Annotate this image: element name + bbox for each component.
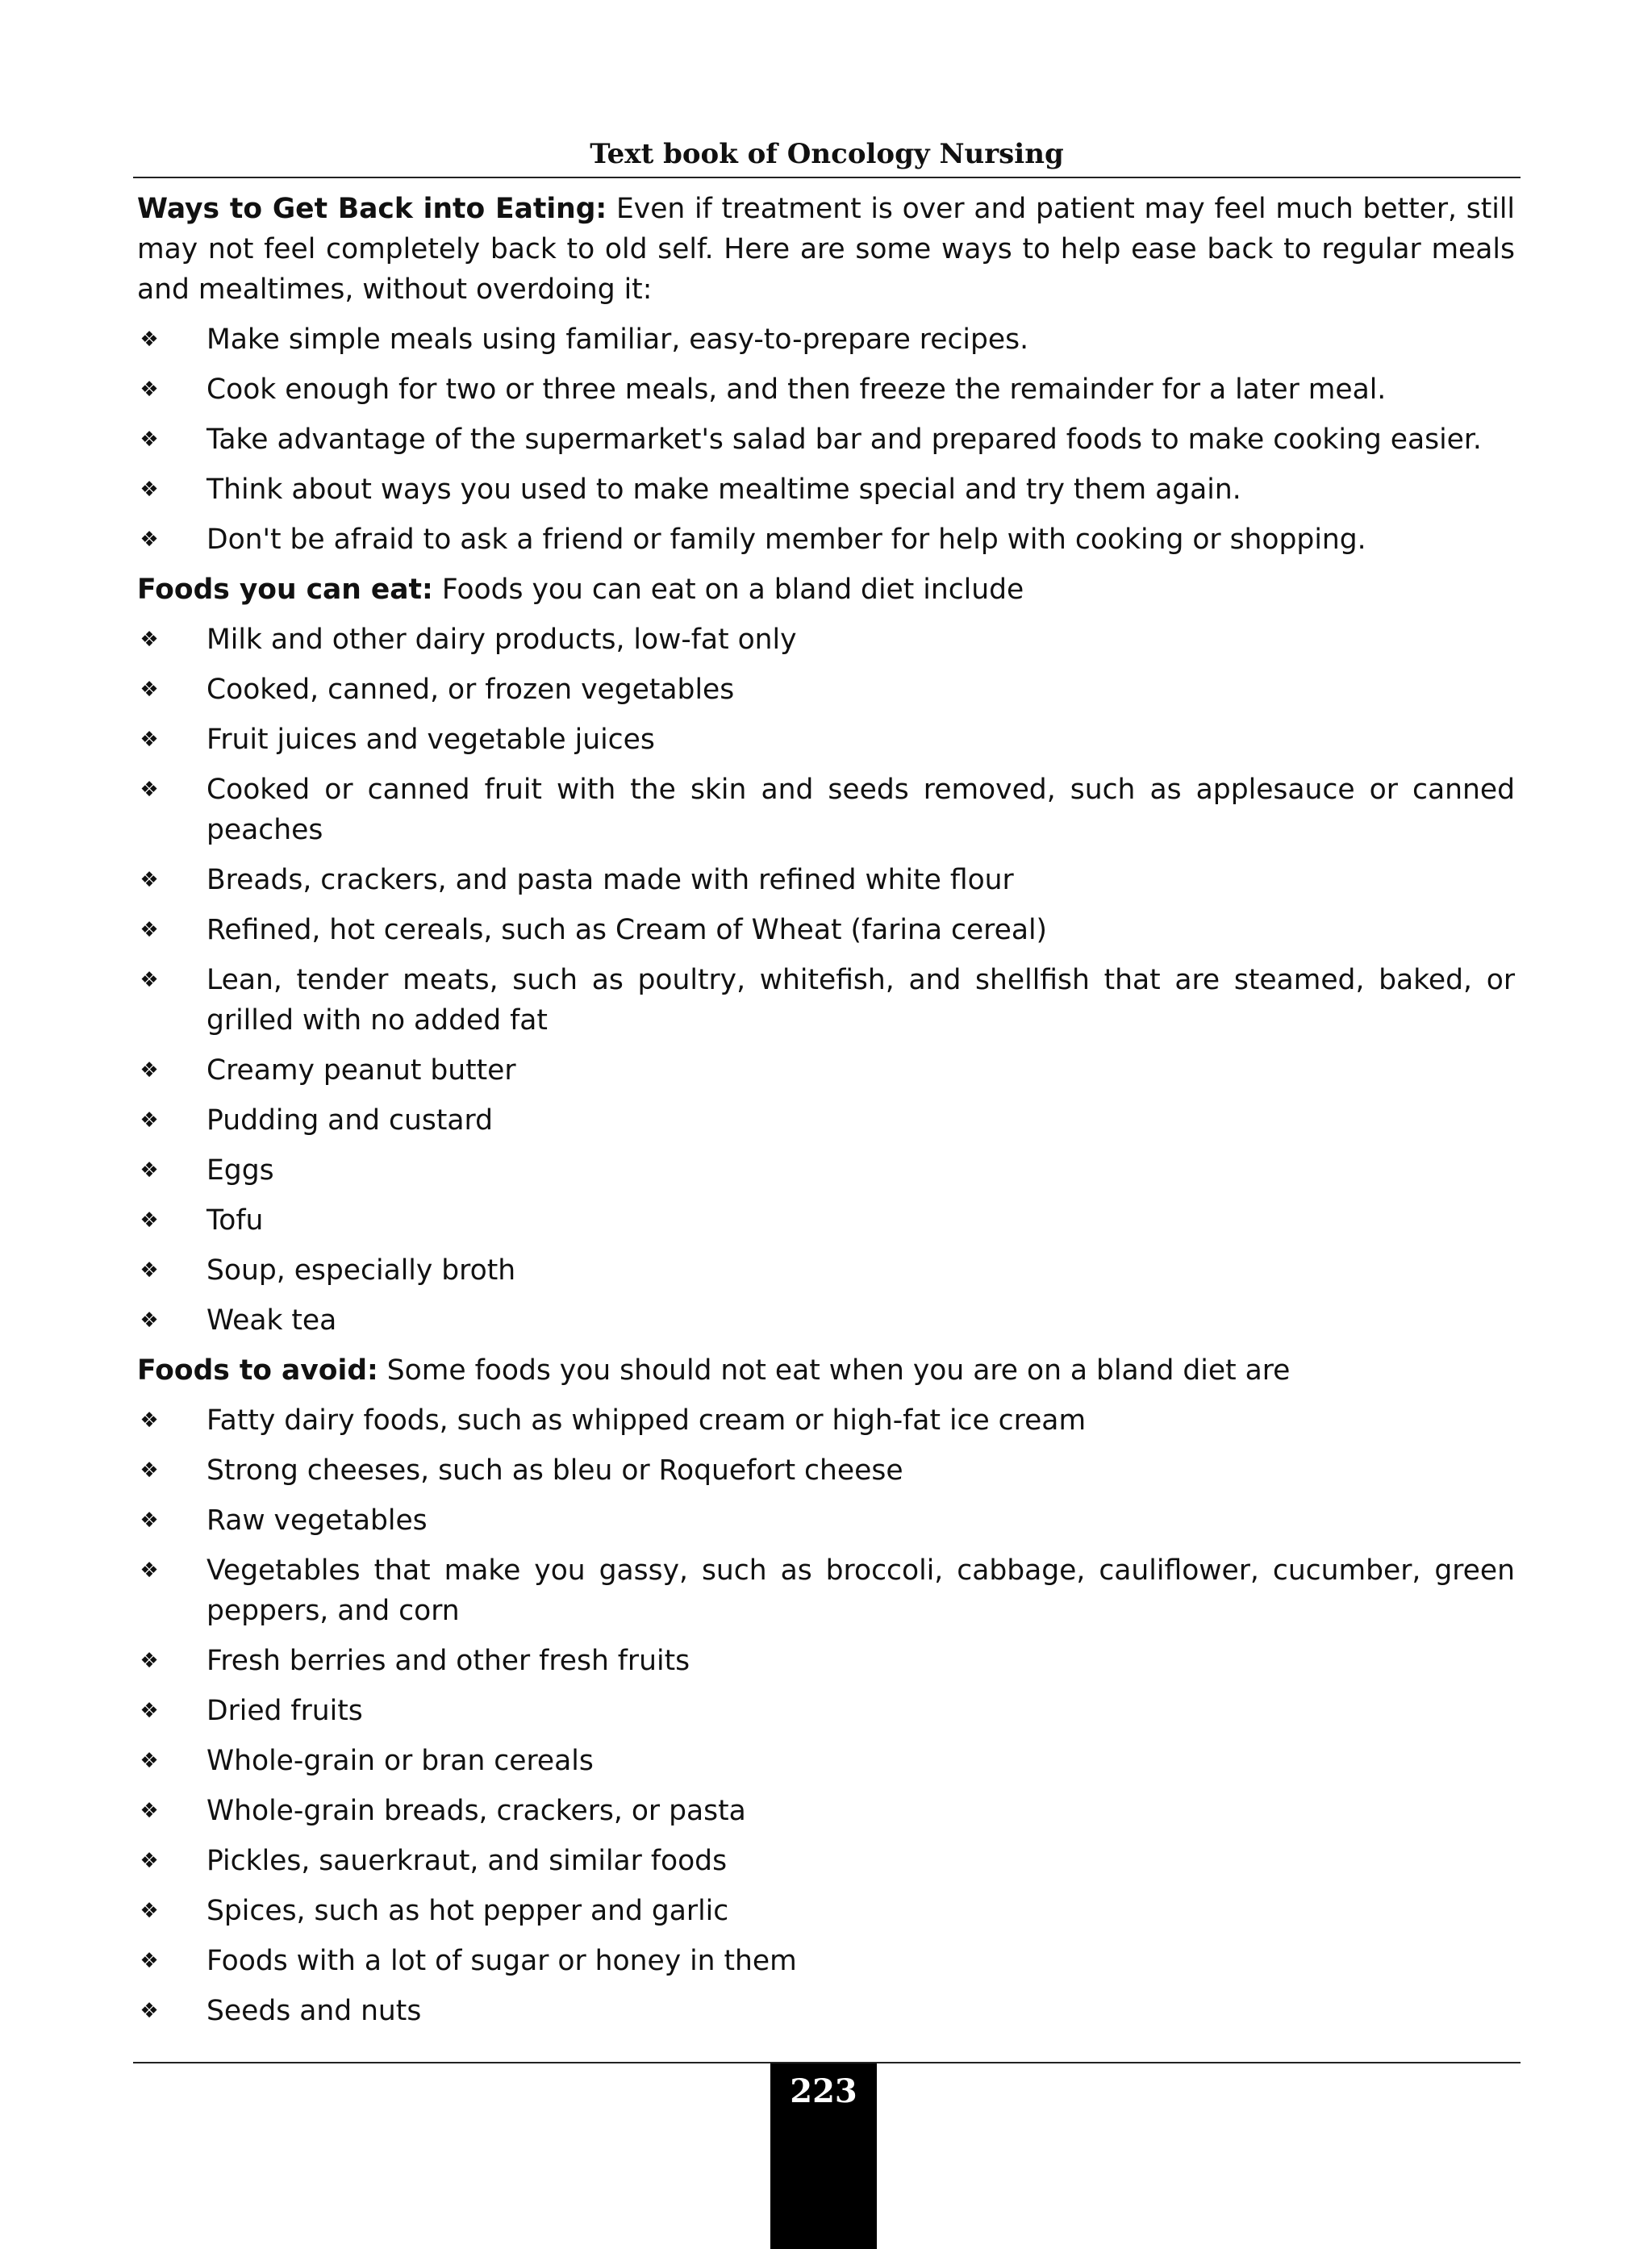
list-item — [137, 1991, 1515, 2031]
list-item — [137, 1641, 1515, 1681]
page-header-title: Text book of Oncology Nursing — [590, 138, 1064, 170]
section-heading-avoid: Foods to avoid: — [137, 1354, 378, 1387]
diamond-bullet-icon: ❖ — [140, 378, 159, 402]
list-item — [137, 960, 1515, 1041]
list-item — [137, 1200, 1515, 1241]
list-item — [137, 1100, 1515, 1141]
diamond-bullet-icon: ❖ — [140, 1649, 159, 1673]
diamond-bullet-icon: ❖ — [140, 478, 159, 502]
list-item-text: Pickles, sauerkraut, and similar foods — [206, 1845, 728, 1877]
list-item-text: Take advantage of the supermarket's salad bar and prepared foods to make cooking easier. — [206, 424, 1482, 456]
list-item — [137, 319, 1515, 360]
list-item-text: Whole-grain or bran cereals — [206, 1745, 594, 1777]
list-item-text: Whole-grain breads, crackers, or pasta — [206, 1795, 746, 1827]
list-item — [137, 469, 1515, 510]
list-item-text: Pudding and custard — [206, 1104, 494, 1137]
list-item — [137, 1050, 1515, 1091]
list-item — [137, 1691, 1515, 1731]
diamond-bullet-icon: ❖ — [140, 1699, 159, 1723]
section-text-eating: Even if treatment is over and patient may feel much better, still may not feel completely back to old self. Here are some ways to help ease back to regular meals and mealtimes, without overdoing it: — [137, 193, 1516, 306]
list-item — [137, 419, 1515, 460]
diamond-bullet-icon: ❖ — [140, 1799, 159, 1823]
list-item-text: Strong cheeses, such as bleu or Roquefort cheese — [206, 1454, 903, 1487]
diamond-bullet-icon: ❖ — [140, 1058, 159, 1083]
list-item-text: Cooked or canned fruit with the skin and seeds removed, such as applesauce or canned peaches — [206, 774, 1515, 846]
list-item — [137, 720, 1515, 760]
list-item-text: Creamy peanut butter — [206, 1054, 516, 1087]
list-item — [137, 519, 1515, 560]
diamond-bullet-icon: ❖ — [140, 1308, 159, 1333]
list-item-text: Tofu — [206, 1204, 264, 1237]
list-item-text: Foods with a lot of sugar or honey in them — [206, 1945, 797, 1977]
list-item — [137, 1500, 1515, 1541]
list-item-text: Raw vegetables — [206, 1504, 428, 1537]
diamond-bullet-icon: ❖ — [140, 1458, 159, 1483]
list-item-text: Milk and other dairy products, low-fat only — [206, 624, 797, 656]
list-eating-tips — [137, 319, 1515, 560]
section-paragraph-eating — [137, 189, 1515, 310]
list-item-text: Eggs — [206, 1154, 274, 1187]
page-number: 223 — [790, 2072, 857, 2110]
list-item — [137, 1891, 1515, 1931]
list-item — [137, 1941, 1515, 1981]
list-item — [137, 1791, 1515, 1831]
list-item-text: Fatty dairy foods, such as whipped cream or high-fat ice cream — [206, 1404, 1087, 1437]
section-paragraph-can-eat — [137, 570, 1515, 610]
list-item-text: Refined, hot cereals, such as Cream of Wheat (farina cereal) — [206, 914, 1048, 946]
list-item — [137, 670, 1515, 710]
list-item-text: Weak tea — [206, 1304, 337, 1337]
list-item-text: Dried fruits — [206, 1695, 363, 1727]
list-item-text: Spices, such as hot pepper and garlic — [206, 1895, 729, 1927]
list-item-text: Seeds and nuts — [206, 1995, 422, 2027]
list-item-text: Fruit juices and vegetable juices — [206, 724, 655, 756]
list-foods-can-eat — [137, 620, 1515, 1341]
list-item-text: Vegetables that make you gassy, such as broccoli, cabbage, cauliflower, cucumber, green peppers, and corn — [206, 1554, 1515, 1627]
page-content — [137, 189, 1515, 2031]
list-item-text: Soup, especially broth — [206, 1254, 516, 1287]
diamond-bullet-icon: ❖ — [140, 1849, 159, 1873]
diamond-bullet-icon: ❖ — [140, 778, 159, 802]
list-foods-to-avoid — [137, 1400, 1515, 2031]
list-item — [137, 1300, 1515, 1341]
section-heading-can-eat: Foods you can eat: — [137, 574, 433, 606]
list-item — [137, 620, 1515, 660]
list-item — [137, 1550, 1515, 1631]
list-item-text: Cook enough for two or three meals, and then freeze the remainder for a later meal. — [206, 373, 1387, 406]
list-item-text: Lean, tender meats, such as poultry, whitefish, and shellfish that are steamed, baked, or grilled with no added fat — [206, 964, 1515, 1037]
list-item — [137, 1450, 1515, 1491]
diamond-bullet-icon: ❖ — [140, 1408, 159, 1433]
diamond-bullet-icon: ❖ — [140, 1258, 159, 1283]
header-divider — [133, 177, 1521, 178]
section-text-can-eat: Foods you can eat on a bland diet include — [432, 574, 1024, 606]
section-paragraph-avoid — [137, 1350, 1515, 1391]
diamond-bullet-icon: ❖ — [140, 1749, 159, 1773]
list-item-text: Fresh berries and other fresh fruits — [206, 1645, 690, 1677]
diamond-bullet-icon: ❖ — [140, 1899, 159, 1923]
list-item — [137, 1400, 1515, 1441]
list-item — [137, 860, 1515, 900]
diamond-bullet-icon: ❖ — [140, 1508, 159, 1533]
section-heading-eating: Ways to Get Back into Eating: — [137, 193, 607, 225]
list-item — [137, 1250, 1515, 1291]
list-item — [137, 369, 1515, 410]
list-item — [137, 770, 1515, 850]
diamond-bullet-icon: ❖ — [140, 678, 159, 702]
list-item — [137, 1150, 1515, 1191]
diamond-bullet-icon: ❖ — [140, 528, 159, 552]
diamond-bullet-icon: ❖ — [140, 428, 159, 452]
list-item-text: Breads, crackers, and pasta made with refined white flour — [206, 864, 1014, 896]
section-text-avoid: Some foods you should not eat when you are on a bland diet are — [378, 1354, 1291, 1387]
diamond-bullet-icon: ❖ — [140, 1108, 159, 1133]
diamond-bullet-icon: ❖ — [140, 868, 159, 892]
diamond-bullet-icon: ❖ — [140, 968, 159, 992]
list-item-text: Think about ways you used to make mealtime special and try them again. — [206, 474, 1241, 506]
list-item-text: Don't be afraid to ask a friend or family member for help with cooking or shopping. — [206, 524, 1366, 556]
diamond-bullet-icon: ❖ — [140, 1558, 159, 1583]
diamond-bullet-icon: ❖ — [140, 328, 159, 352]
list-item-text: Cooked, canned, or frozen vegetables — [206, 674, 735, 706]
diamond-bullet-icon: ❖ — [140, 1949, 159, 1973]
diamond-bullet-icon: ❖ — [140, 1208, 159, 1233]
diamond-bullet-icon: ❖ — [140, 628, 159, 652]
list-item-text: Make simple meals using familiar, easy-to-prepare recipes. — [206, 323, 1029, 356]
list-item — [137, 910, 1515, 950]
diamond-bullet-icon: ❖ — [140, 918, 159, 942]
diamond-bullet-icon: ❖ — [140, 1158, 159, 1183]
diamond-bullet-icon: ❖ — [140, 728, 159, 752]
list-item — [137, 1741, 1515, 1781]
diamond-bullet-icon: ❖ — [140, 1999, 159, 2023]
list-item — [137, 1841, 1515, 1881]
